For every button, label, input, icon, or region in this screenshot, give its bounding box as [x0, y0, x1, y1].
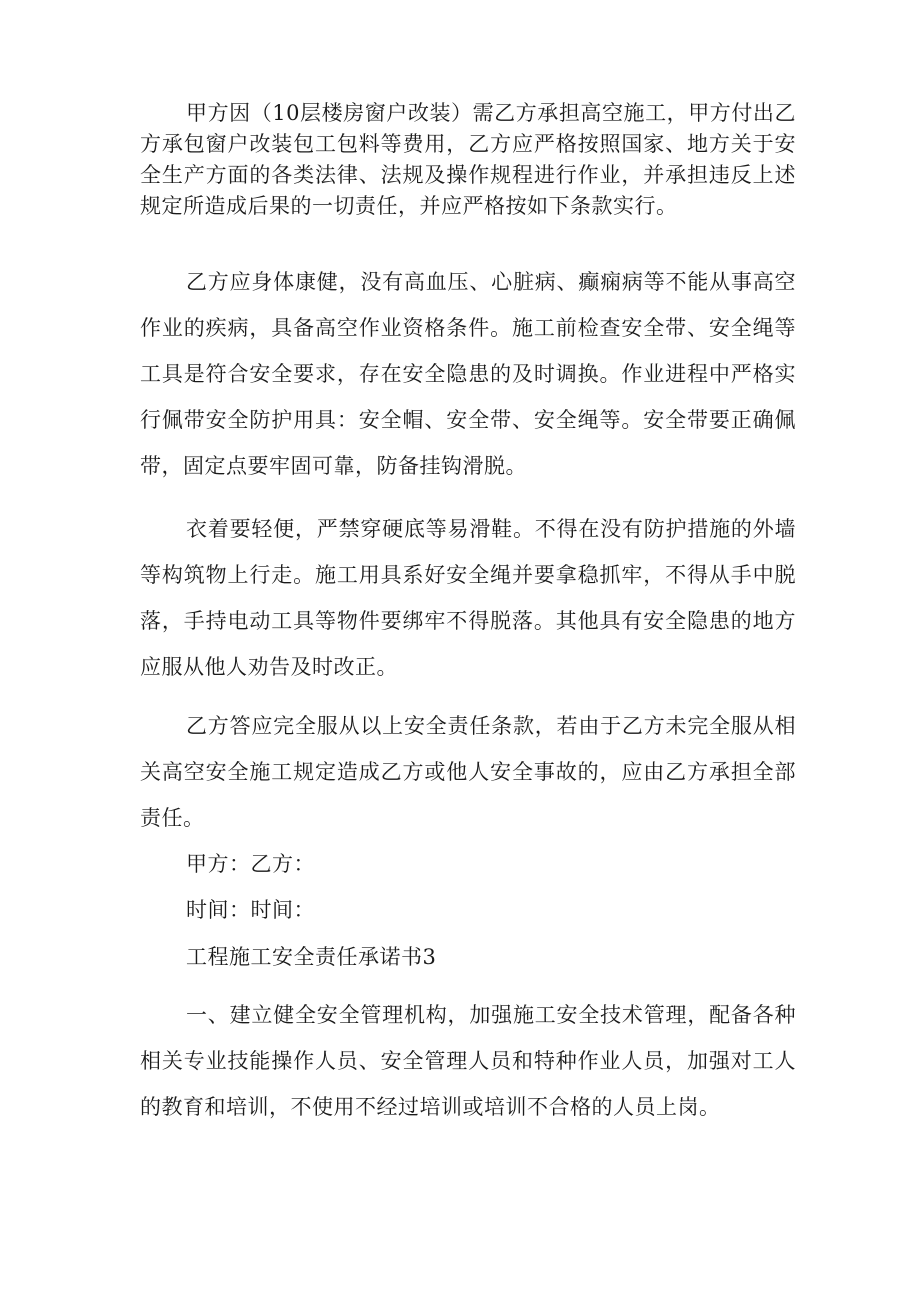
section-title: 工程施工安全责任承诺书3	[186, 945, 437, 969]
paragraph-clothing-and-tools: 衣着要轻便，严禁穿硬底等易滑鞋。不得在没有防护措施的外墙等构筑物上行走。施工用具系好安全绳并要拿稳抓牢，不得从手中脱落，手持电动工具等物件要绑牢不得脱落。其他具有安全隐患的地方应服从他人劝告及时改正。	[140, 517, 796, 679]
paragraph-health-and-equipment: 乙方应身体康健，没有高血压、心脏病、癫痫病等不能从事高空作业的疾病，具备高空作业资格条件。施工前检查安全带、安全绳等工具是符合安全要求，存在安全隐患的及时调换。作业进程中严格实行佩带安全防护用具：安全帽、安全带、安全绳等。安全带要正确佩带，固定点要牢固可靠，防备挂钩滑脱。	[140, 270, 796, 478]
paragraph-contract-intro: 甲方因（10层楼房窗户改装）需乙方承担高空施工，甲方付出乙方承包窗户改装包工包料等费用，乙方应严格按照国家、地方关于安全生产方面的各类法律、法规及操作规程进行作业，并承担违反上述规定所造成后果的一切责任，并应严格按如下条款实行。	[140, 101, 796, 218]
paragraph-safety-management: 一、建立健全安全管理机构，加强施工安全技术管理，配备各种相关专业技能操作人员、安全管理人员和特种作业人员，加强对工人的教育和培训，不使用不经过培训或培训不合格的人员上岗。	[140, 1003, 796, 1119]
signature-parties-line: 甲方：乙方：	[186, 852, 315, 876]
paragraph-responsibility: 乙方答应完全服从以上安全责任条款，若由于乙方未完全服从相关高空安全施工规定造成乙方或他人安全事故的，应由乙方承担全部责任。	[140, 714, 796, 830]
signature-dates-line: 时间：时间：	[186, 898, 315, 922]
